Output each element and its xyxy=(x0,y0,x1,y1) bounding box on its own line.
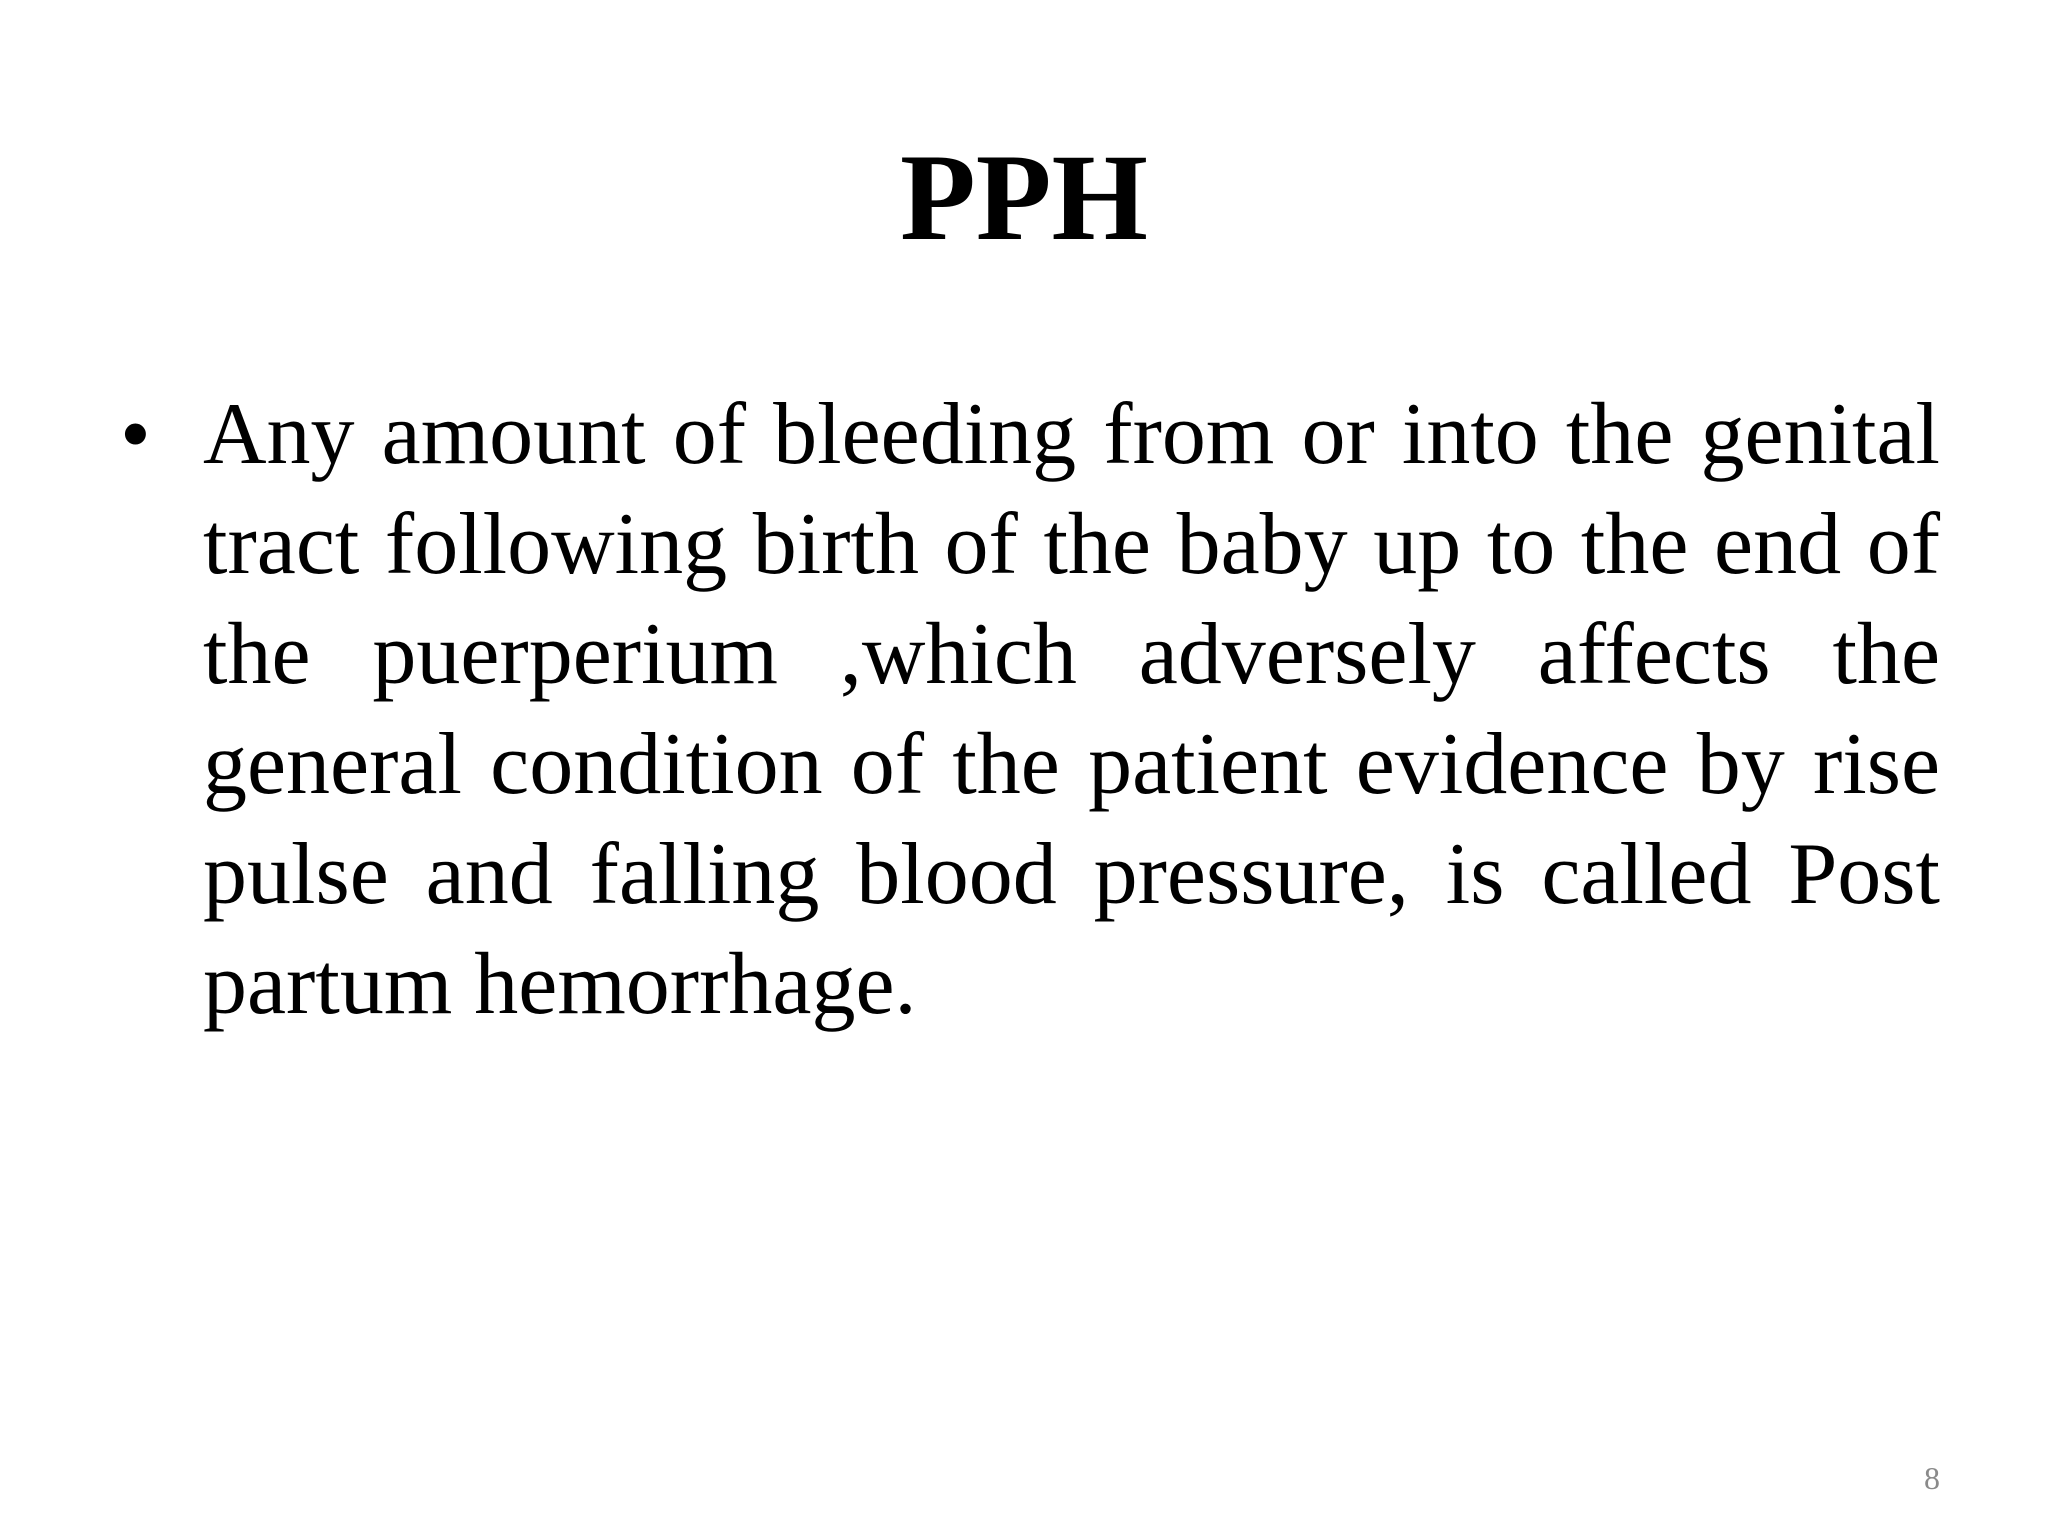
bullet-item xyxy=(120,380,1940,1040)
page-number: 8 xyxy=(1924,1460,1940,1496)
slide-title: PPH xyxy=(900,129,1148,266)
bullet-marker: • xyxy=(120,386,151,483)
bullet-text: Any amount of bleeding from or into the genital tract following birth of the baby up to the end of the puerperium ,which adversely affects the general condition of the patient evidence by rise pulse and falling blood pressure, is called Post partum hemorrhage. xyxy=(203,386,1940,1033)
bullet-list xyxy=(120,380,1940,1040)
